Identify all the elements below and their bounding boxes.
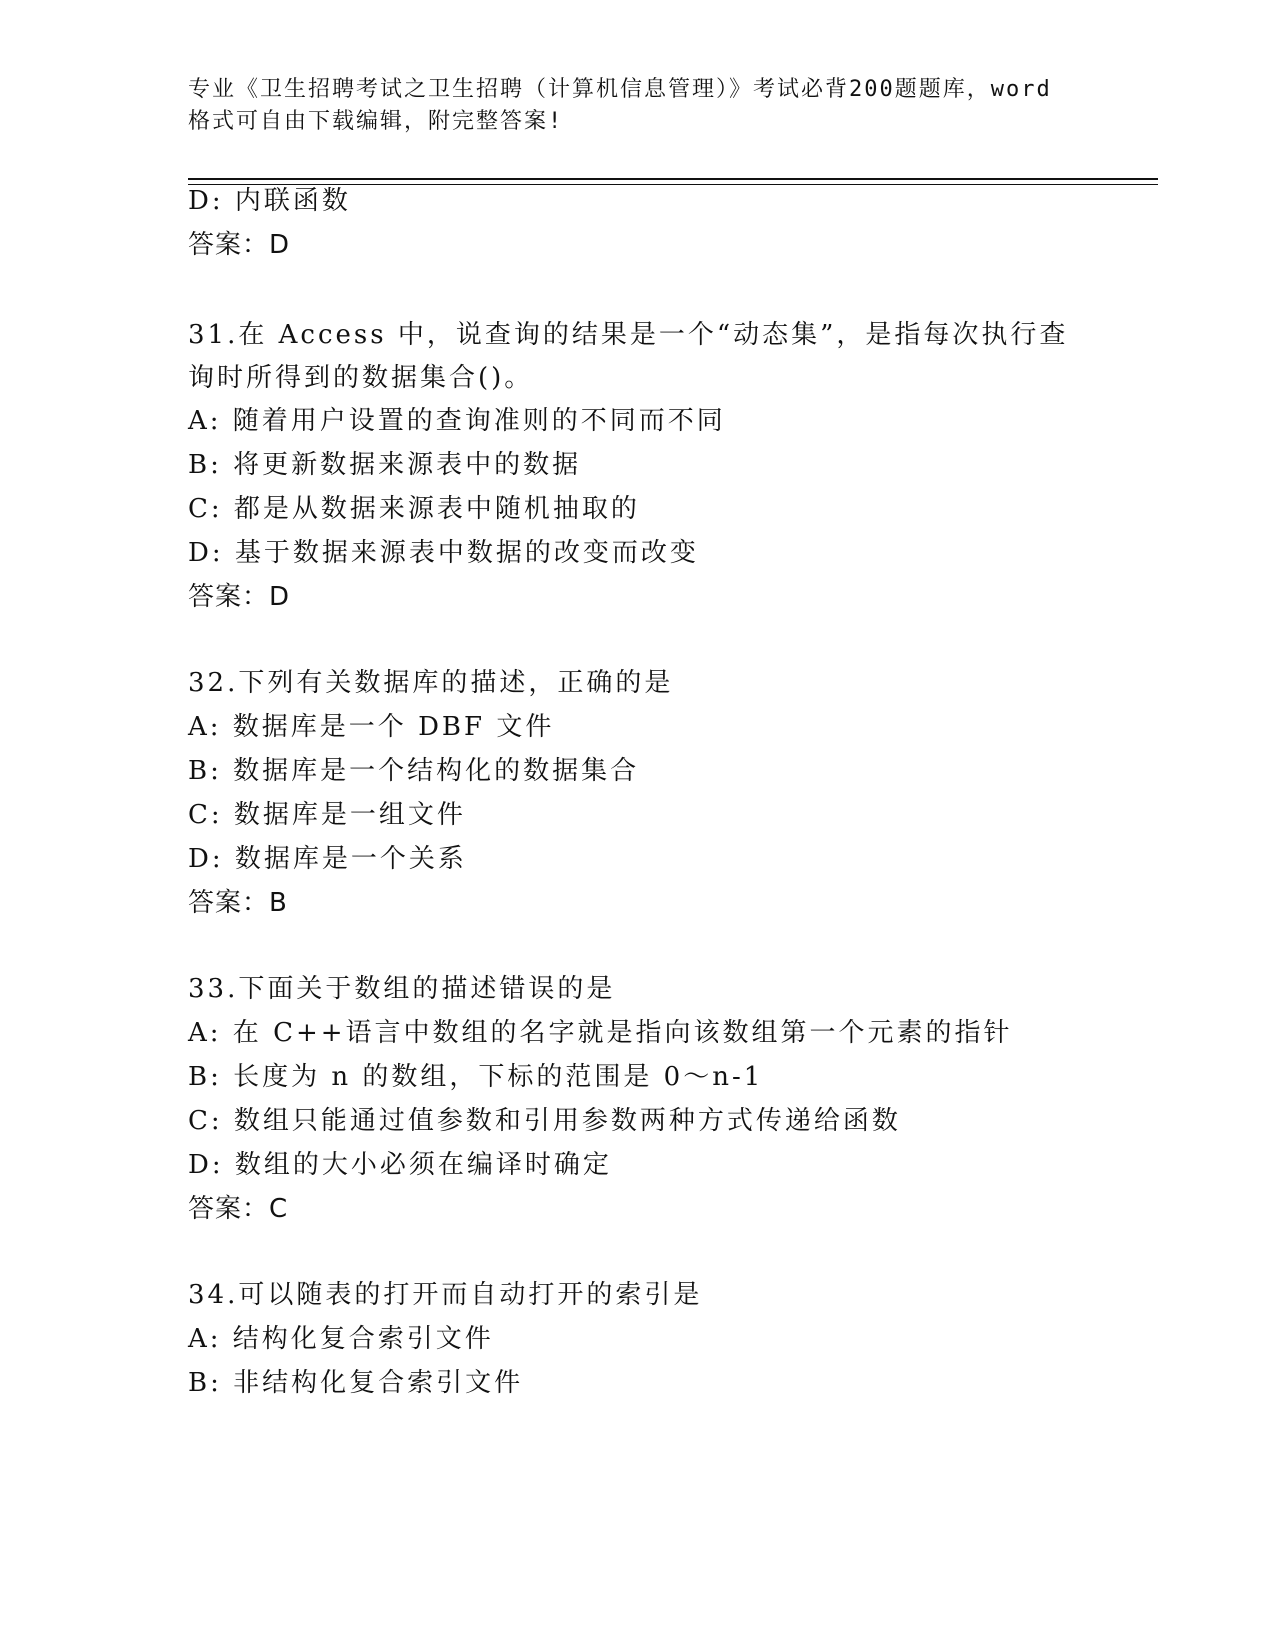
q32-option-d: D: 数据库是一个关系 bbox=[188, 844, 467, 874]
document-header bbox=[188, 74, 1088, 138]
q33-option-c: C: 数组只能通过值参数和引用参数两种方式传递给函数 bbox=[188, 1106, 901, 1136]
q32-stem-line-1: 32.下列有关数据库的描述，正确的是 bbox=[188, 668, 674, 698]
q33-stem-line-1: 33.下面关于数组的描述错误的是 bbox=[188, 974, 616, 1004]
header-rule-thick bbox=[188, 178, 1158, 180]
q32-option-c: C: 数据库是一组文件 bbox=[188, 800, 466, 830]
q31-option-b: B: 将更新数据来源表中的数据 bbox=[188, 450, 582, 480]
q33-option-d: D: 数组的大小必须在编译时确定 bbox=[188, 1150, 612, 1180]
q34-option-a: A: 结构化复合索引文件 bbox=[188, 1324, 494, 1354]
q32-answer: 答案：B bbox=[188, 888, 288, 918]
prev-option-d: D: 内联函数 bbox=[188, 186, 351, 216]
q34-stem-line-1: 34.可以随表的打开而自动打开的索引是 bbox=[188, 1280, 703, 1310]
q31-option-d: D: 基于数据来源表中数据的改变而改变 bbox=[188, 538, 699, 568]
q31-option-a: A: 随着用户设置的查询准则的不同而不同 bbox=[188, 406, 726, 436]
q32-option-a: A: 数据库是一个 DBF 文件 bbox=[188, 712, 555, 742]
q32-option-b: B: 数据库是一个结构化的数据集合 bbox=[188, 756, 640, 786]
q31-option-c: C: 都是从数据来源表中随机抽取的 bbox=[188, 494, 640, 524]
q33-answer: 答案：C bbox=[188, 1194, 289, 1224]
header-line-1: 专业《卫生招聘考试之卫生招聘（计算机信息管理）》考试必背200题题库，word bbox=[188, 77, 1052, 102]
q31-answer: 答案：D bbox=[188, 582, 291, 612]
prev-answer: 答案：D bbox=[188, 230, 291, 260]
header-line-2: 格式可自由下载编辑，附完整答案! bbox=[188, 109, 564, 134]
q31-stem-line-1: 31.在 Access 中，说查询的结果是一个“动态集”，是指每次执行查 bbox=[188, 320, 1069, 350]
q33-option-b: B: 长度为 n 的数组，下标的范围是 0～n-1 bbox=[188, 1062, 764, 1092]
q33-option-a: A: 在 C++语言中数组的名字就是指向该数组第一个元素的指针 bbox=[188, 1018, 1013, 1048]
q34-option-b: B: 非结构化复合索引文件 bbox=[188, 1368, 524, 1398]
q31-stem-line-2: 询时所得到的数据集合()。 bbox=[188, 363, 534, 393]
